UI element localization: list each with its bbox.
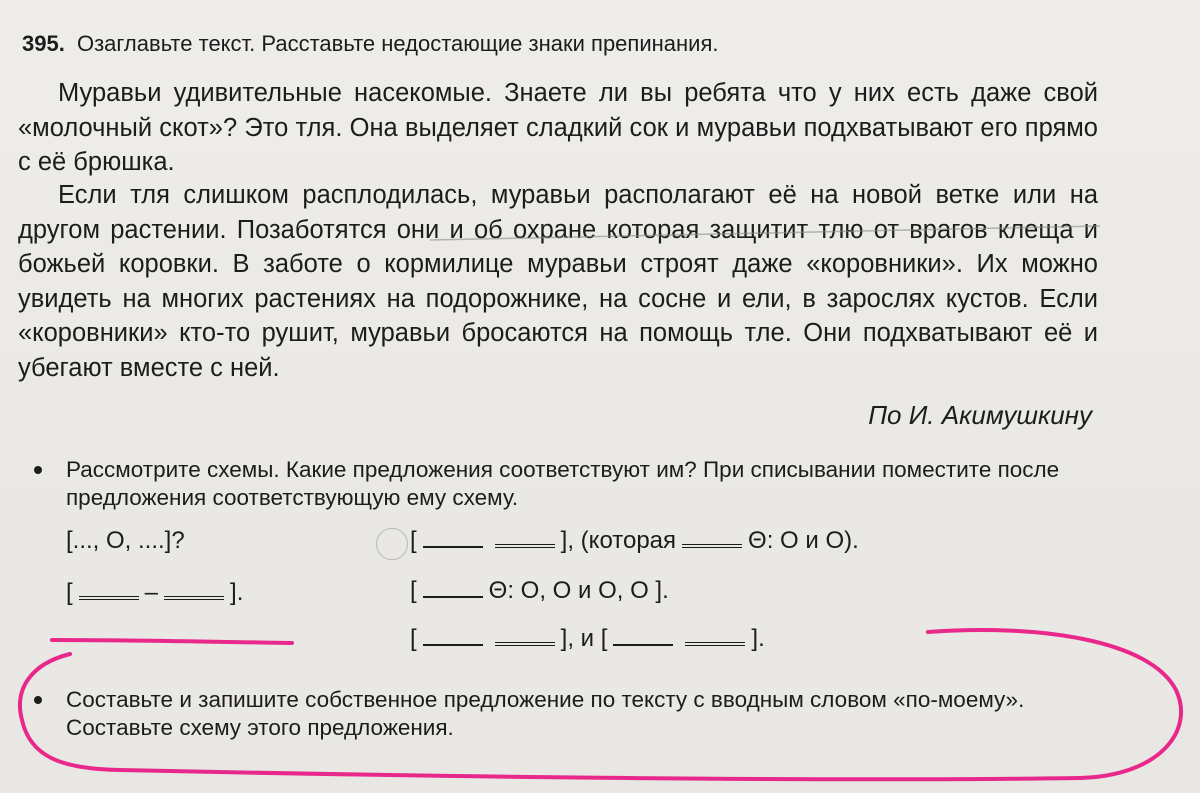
- exercise-instruction: Озаглавьте текст. Расставьте недостающие знаки препинания.: [76, 31, 719, 56]
- scheme-3-end: Θ: О и О).: [748, 527, 859, 554]
- dash: –: [144, 579, 159, 606]
- task-2-text: Составьте и запишите собственное предложение по тексту с вводным словом «по-моему». Составьте схему этого предложения.: [66, 687, 1025, 740]
- bracket: [: [66, 579, 73, 606]
- scheme-5-text: ], и [: [560, 625, 608, 652]
- bracket: ].: [230, 579, 244, 606]
- scheme-3-text: ], (которая: [560, 527, 677, 554]
- pencil-underline: [430, 226, 1100, 240]
- task-1-text: Рассмотрите схемы. Какие предложения соответствуют им? При списывании поместите после предложения соответствующую ему схему.: [66, 457, 1060, 510]
- scheme-1-text: [..., О, ....]?: [66, 527, 185, 554]
- scheme-4-text: Θ: О, О и О, О ].: [488, 577, 669, 604]
- highlighter-loop: [20, 630, 1181, 779]
- bracket: [: [410, 527, 417, 554]
- bracket: ].: [751, 625, 765, 652]
- bracket: [: [410, 577, 417, 604]
- text-paragraph-2: Если тля слишком расплодилась, муравьи располагают её на новой ветке или на другом растении. Позаботятся они и об охране которая защитит тлю от врагов клеща и божьей коровки. В заботе о кормилице муравьи строят даже «коровники». Их можно увидеть на многих растениях на подорожнике, на сосне и ели, в зарослях кустов. Если «коровники» кто-то рушит, муравьи бросаются на помощь тле. Они подхватывают её и убегают вместе с ней.: [18, 181, 1098, 382]
- exercise-number: 395.: [22, 31, 65, 56]
- bracket: [: [410, 625, 417, 652]
- highlighter-line-left: [52, 640, 292, 643]
- author-attribution: По И. Акимушкину: [868, 400, 1092, 430]
- text-paragraph-1: Муравьи удивительные насекомые. Знаете ли вы ребята что у них есть даже свой «молочный скот»? Это тля. Она выделяет сладкий сок и муравьи подхватывают его прямо с её брюшка.: [18, 79, 1098, 176]
